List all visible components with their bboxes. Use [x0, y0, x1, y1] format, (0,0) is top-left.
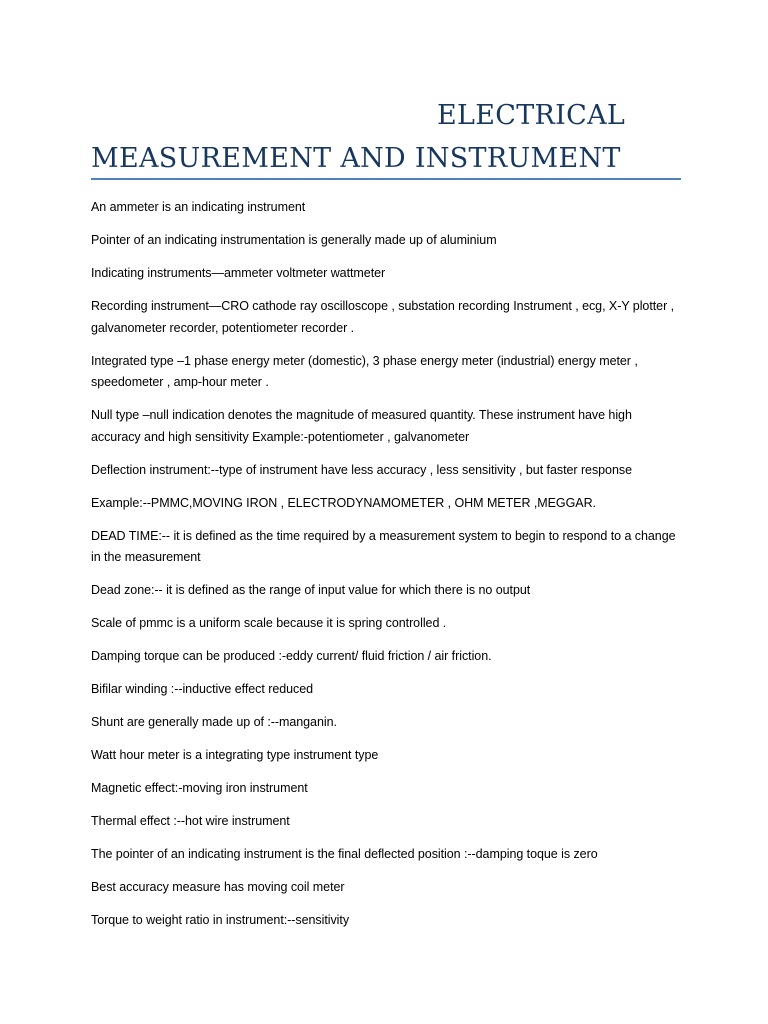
- document-title: [91, 94, 681, 180]
- paragraph: Best accuracy measure has moving coil meter: [91, 880, 345, 894]
- title-line-2: MEASUREMENT AND INSTRUMENT: [91, 143, 621, 174]
- paragraph: Shunt are generally made up of :--manganin.: [91, 715, 337, 729]
- paragraph: Bifilar winding :--inductive effect reduced: [91, 682, 314, 696]
- paragraph: Torque to weight ratio in instrument:--sensitivity: [91, 913, 350, 927]
- paragraph: Damping torque can be produced :-eddy current/ fluid friction / air friction.: [91, 649, 492, 663]
- paragraph: Null type –null indication denotes the magnitude of measured quantity. These instrument have high accuracy and high sensitivity Example:-potentiometer , galvanometer: [91, 408, 632, 444]
- paragraph: DEAD TIME:-- it is defined as the time required by a measurement system to begin to respond to a change in the measurement: [91, 528, 676, 564]
- document-body: [91, 197, 681, 943]
- paragraph: Scale of pmmc is a uniform scale because it is spring controlled .: [91, 616, 447, 630]
- paragraph: The pointer of an indicating instrument is the final deflected position :--damping toque is zero: [91, 847, 598, 861]
- paragraph: Deflection instrument:--type of instrument have less accuracy , less sensitivity , but faster response: [91, 462, 632, 477]
- paragraph: Watt hour meter is a integrating type instrument type: [91, 748, 379, 762]
- paragraph: Example:--PMMC,MOVING IRON , ELECTRODYNAMOMETER , OHM METER ,MEGGAR.: [91, 495, 596, 510]
- paragraph: Indicating instruments—ammeter voltmeter wattmeter: [91, 266, 386, 280]
- paragraph: Dead zone:-- it is defined as the range of input value for which there is no output: [91, 583, 531, 597]
- title-underline: [91, 178, 681, 180]
- paragraph: Recording instrument—CRO cathode ray oscilloscope , substation recording Instrument , ecg, X-Y plotter , galvanometer recorder, potentiometer recorder .: [91, 299, 675, 335]
- paragraph: An ammeter is an indicating instrument: [91, 200, 306, 214]
- paragraph: Thermal effect :--hot wire instrument: [91, 814, 290, 828]
- paragraph: Magnetic effect:-moving iron instrument: [91, 781, 308, 795]
- paragraph: Integrated type –1 phase energy meter (domestic), 3 phase energy meter (industrial) energy meter , speedometer , amp-hour meter .: [91, 353, 638, 389]
- title-line-1: ELECTRICAL: [437, 100, 626, 131]
- paragraph: Pointer of an indicating instrumentation is generally made up of aluminium: [91, 233, 497, 247]
